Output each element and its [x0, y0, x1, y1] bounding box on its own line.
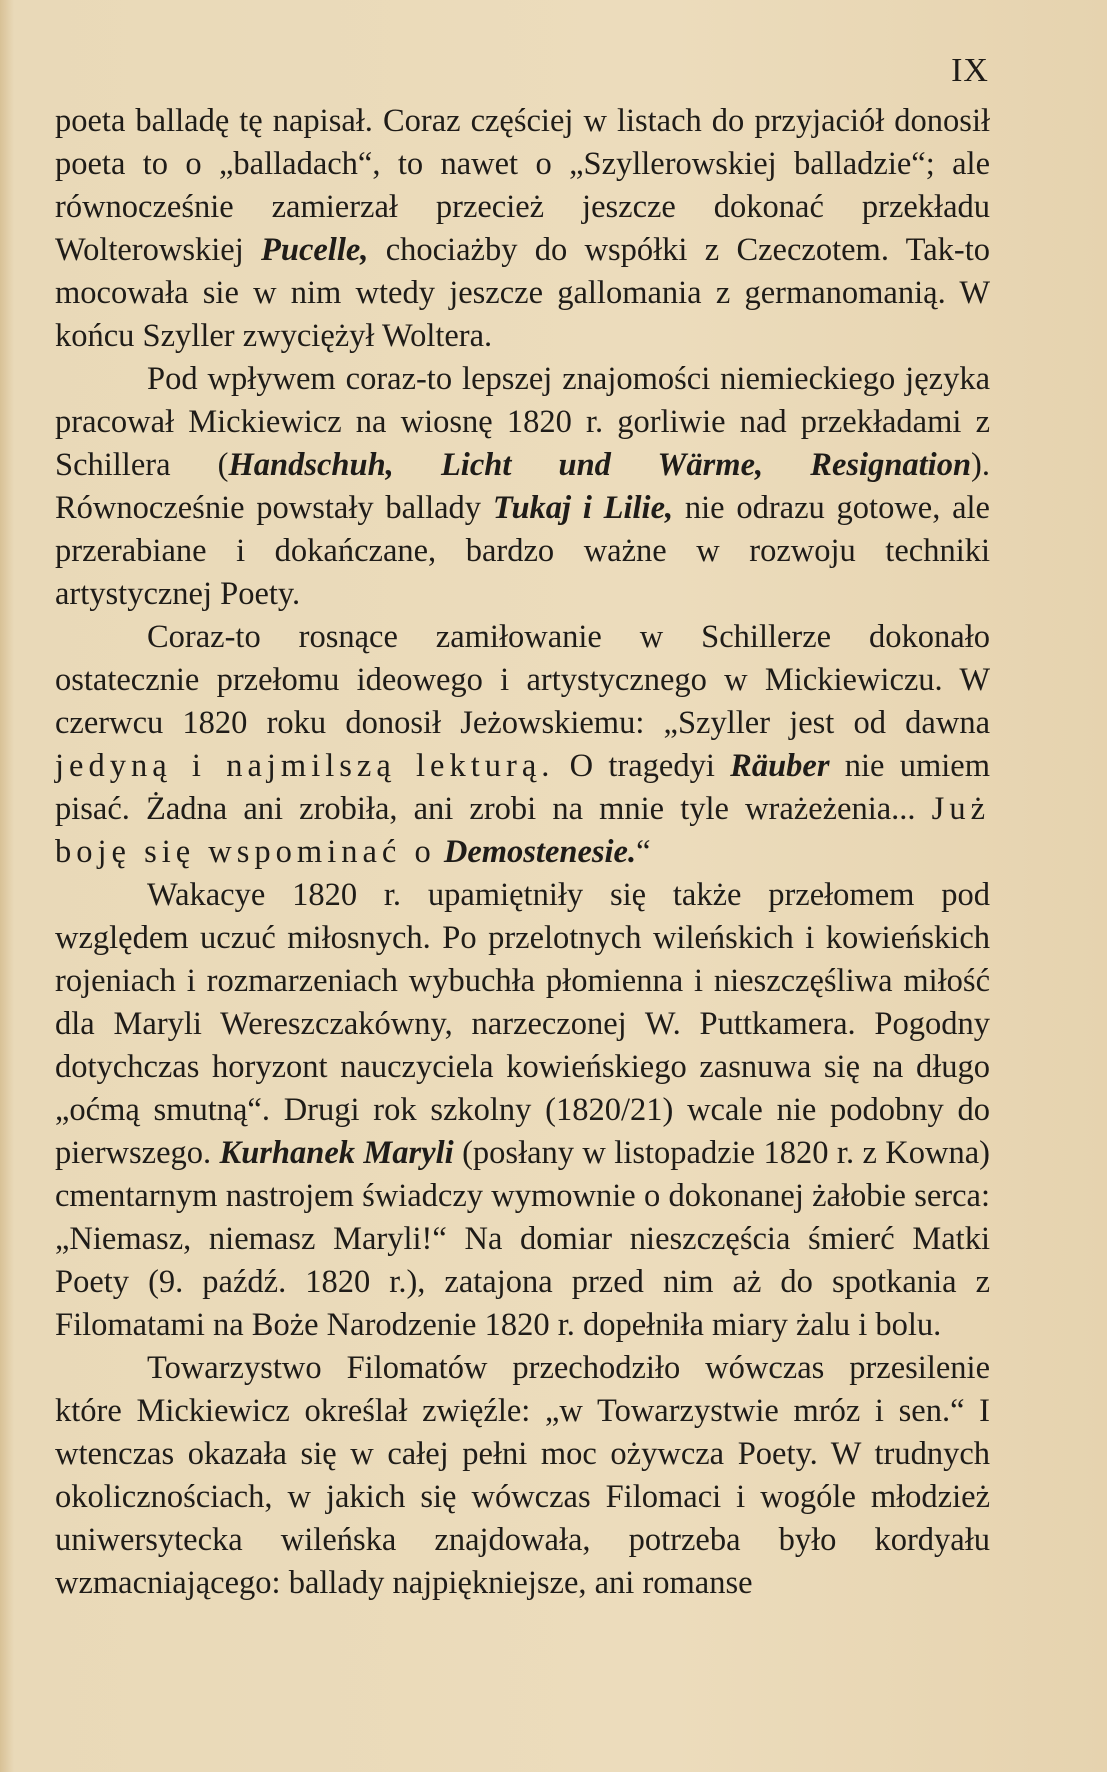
- text-run: (posłany w listopadzie 1820 r. z Kowna) cmentarnym nastrojem świadczy wymownie o dokonanej żałobie serca: „Niemasz, niemasz Maryli!“ Na domiar nieszczęścia śmierć Matki Poety (9. paźdź. 1820 r.), zatajona przed nim aż do spotkania z Filomatami na Boże Narodzenie 1820 r. dopełniła miary żalu i bolu.: [55, 1135, 990, 1343]
- text-run: [436, 834, 444, 870]
- italic-title-text: Räuber: [730, 748, 830, 784]
- page-number: IX: [951, 52, 989, 89]
- paragraph: [55, 100, 990, 358]
- page-body: [55, 100, 990, 1605]
- italic-title-text: Tukaj i Lilie,: [492, 490, 674, 526]
- text-run: Pod wpływem coraz-to lepszej znajomości niemieckiego języka pracował Mickiewicz na wiosnę 1820 r. gorliwie nad przekładami z Schillera (: [55, 361, 990, 483]
- paragraph: [55, 616, 990, 874]
- spaced-emphasis-text: Już boję się wspominać o: [55, 791, 990, 870]
- text-run: Towarzystwo Filomatów przechodziło wówczas przesilenie które Mickiewicz określał zwięźle: „w Towarzystwie mróz i sen.“ I wtenczas okazała się w całej pełni moc ożywcza Poety. W trudnych okolicznościach, w jakich się wówczas Filomaci i wogóle młodzież uniwersytecka wileńska znajdowała, potrzeba było kordyału wzmacniającego: ballady najpiękniejsze, ani romanse: [55, 1350, 990, 1601]
- text-run: nie odrazu gotowe, ale przerabiane i dokańczane, bardzo ważne w rozwoju techniki artystycznej Poety.: [55, 490, 990, 612]
- text-run: “: [636, 834, 651, 870]
- italic-title-text: Demostenesie.: [443, 834, 637, 870]
- text-run: O tragedyi: [554, 748, 731, 784]
- text-run: chociażby do współki z Czeczotem. Tak-to mocowała sie w nim wtedy jeszcze gallomania z germanomanią. W końcu Szyller zwyciężył Woltera.: [55, 232, 991, 354]
- italic-title-text: Kurhanek Maryli: [219, 1135, 454, 1171]
- text-run: Coraz-to rosnące zamiłowanie w Schillerze dokonało ostatecznie przełomu ideowego i artystycznego w Mickiewiczu. W czerwcu 1820 roku donosił Jeżowskiemu: „Szyller jest od dawna: [55, 619, 990, 741]
- italic-title-text: Pucelle,: [261, 232, 369, 268]
- spaced-emphasis-text: jedyną i najmilszą lekturą.: [55, 748, 555, 784]
- paragraph: [55, 874, 990, 1347]
- text-run: ). Równocześnie powstały ballady: [55, 447, 990, 526]
- paragraph: [55, 1347, 990, 1605]
- text-run: nie umiem pisać. Żadna ani zrobiła, ani zrobi na mnie tyle wrażeżenia...: [55, 748, 991, 827]
- italic-title-text: Handschuh, Licht und Wärme, Resignation: [228, 447, 972, 483]
- text-run: Wakacye 1820 r. upamiętniły się także przełomem pod względem uczuć miłosnych. Po przelotnych wileńskich i kowieńskich rojeniach i rozmarzeniach wybuchła płomienna i nieszczęśliwa miłość dla Maryli Wereszczakówny, narzeczonej W. Puttkamera. Pogodny dotychczas horyzont nauczyciela kowieńskiego zasnuwa się na długo „oćmą smutną“. Drugi rok szkolny (1820/21) wcale nie podobny do pierwszego.: [55, 877, 990, 1171]
- text-run: poeta balladę tę napisał. Coraz częściej w listach do przyjaciół donosił poeta to o „balladach“, to nawet o „Szyllerowskiej balladzie“; ale równocześnie zamierzał przecież jeszcze dokonać przekładu Wolterowskiej: [55, 103, 990, 268]
- paragraph: [55, 358, 990, 616]
